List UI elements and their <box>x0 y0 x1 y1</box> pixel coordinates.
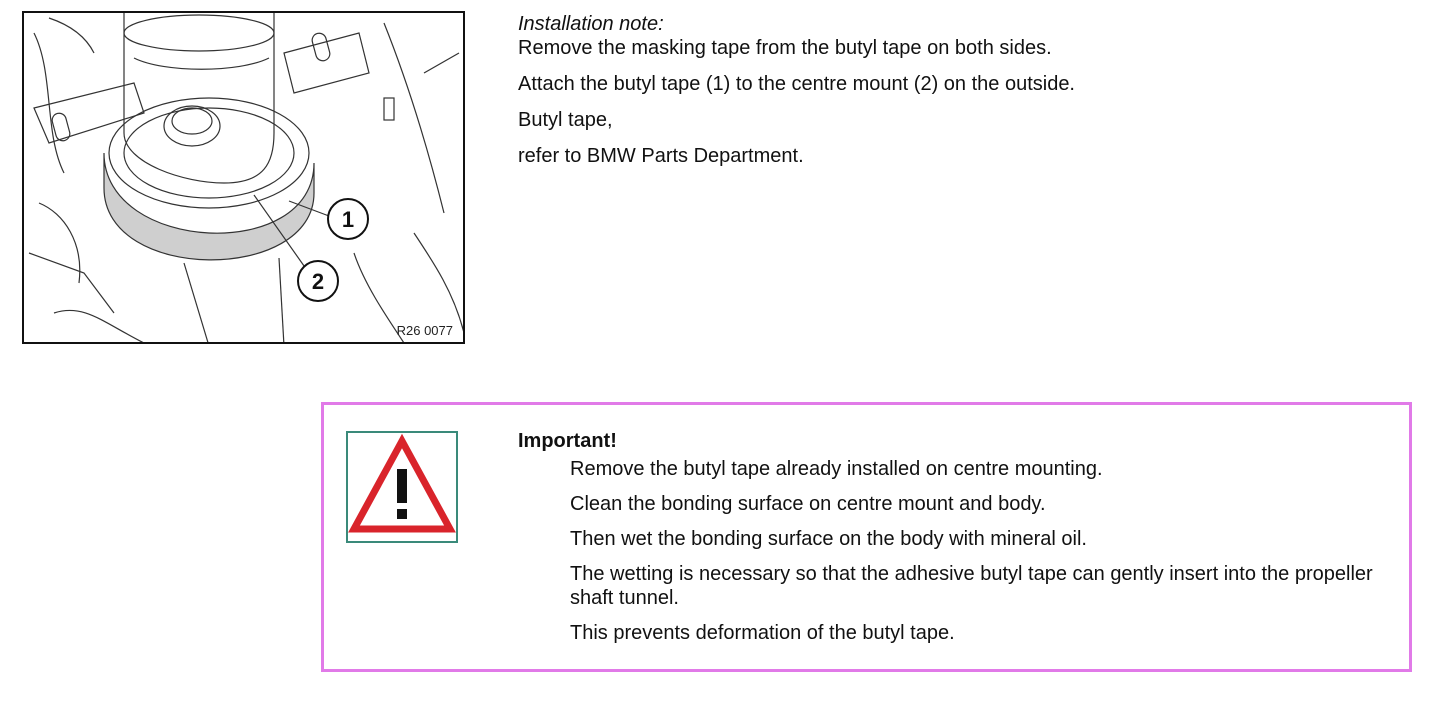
butyl-tape <box>104 153 314 260</box>
figure-code: R26 0077 <box>396 323 453 338</box>
callout-2 <box>298 261 338 301</box>
callout-1-label: 1 <box>341 207 355 232</box>
stud <box>384 98 394 120</box>
important-item: Then wet the bonding surface on the body with mineral oil. <box>570 528 1087 550</box>
sketch-line <box>49 18 94 53</box>
note-line: Butyl tape, <box>518 109 613 131</box>
installation-note <box>518 12 1075 168</box>
important-item: Remove the butyl tape already installed on centre mounting. <box>570 458 1103 480</box>
technical-illustration <box>22 11 465 344</box>
important-item: Clean the bonding surface on centre mount and body. <box>570 493 1046 515</box>
installation-note-heading: Installation note: <box>518 13 664 35</box>
important-list <box>570 457 1400 656</box>
centre-nut-top <box>172 108 212 134</box>
sketch-line <box>424 53 459 73</box>
important-title: Important! <box>518 430 617 452</box>
centre-mount-drawing <box>24 13 465 344</box>
important-item: This prevents deformation of the butyl tape. <box>570 622 955 644</box>
sketch-line <box>29 253 114 313</box>
note-line: Remove the masking tape from the butyl tape on both sides. <box>518 37 1052 59</box>
warning-triangle-icon <box>346 431 458 543</box>
slot-hole <box>311 32 332 63</box>
sketch-line <box>414 233 464 333</box>
callout-2-label: 2 <box>311 269 325 294</box>
centre-mount-inner <box>124 108 294 198</box>
important-item: The wetting is necessary so that the adhesive butyl tape can gently insert into the propeller shaft tunnel. <box>570 563 1373 609</box>
note-line: refer to BMW Parts Department. <box>518 145 804 167</box>
sketch-line <box>34 33 64 173</box>
sketch-line <box>384 23 444 213</box>
shaft-ridge <box>134 58 269 69</box>
sketch-line <box>39 203 80 283</box>
important-callout <box>321 402 1412 672</box>
callout-1 <box>328 199 368 239</box>
shaft-ring <box>124 15 274 51</box>
shaft-lower-right <box>279 258 284 344</box>
sketch-line <box>54 310 144 343</box>
note-line: Attach the butyl tape (1) to the centre mount (2) on the outside. <box>518 73 1075 95</box>
shaft-lower-left <box>184 263 209 344</box>
